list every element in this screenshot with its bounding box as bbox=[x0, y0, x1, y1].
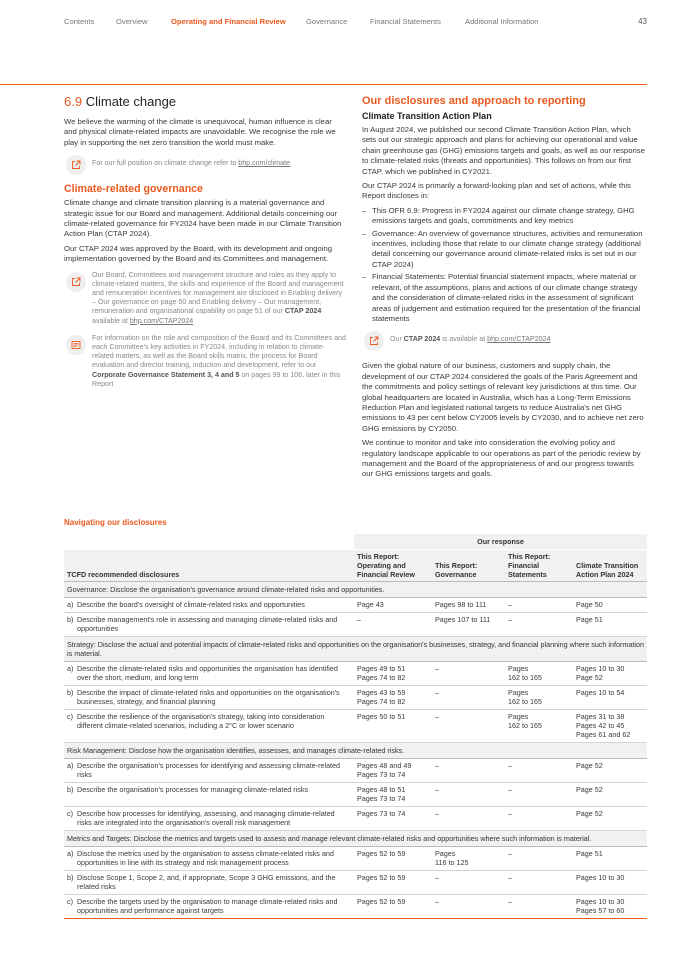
ofr-cell: Pages 48 and 49 Pages 73 to 74 bbox=[354, 759, 432, 783]
ctap-cell: Page 52 bbox=[573, 783, 647, 807]
table-row bbox=[64, 598, 647, 613]
financial-cell: – bbox=[505, 598, 573, 613]
governance-cell: – bbox=[432, 686, 505, 710]
section-title: Governance: Disclose the organisation's governance around climate-related risks and opportunities. bbox=[64, 582, 647, 598]
document-icon bbox=[66, 335, 86, 355]
section-row bbox=[64, 582, 647, 598]
nav-financial-statements[interactable]: Financial Statements bbox=[370, 17, 441, 26]
global-nature-paragraph: Given the global nature of our business, customers and supply chain, the development of our CTAP 2024 considered the goals of the Paris Agreement and the commitments and policy settings of relevant key jurisdictions at this time. Our global headquarters are located in Australia, which has a Long-Term Emissions Reduction Plan and legislated national targets to reduce Australia's net GHG emissions to 43 per cent below CY2005 levels by CY2030, and to achieve net zero GHG emissions by CY2050. bbox=[362, 361, 644, 433]
intro-paragraph: We believe the warming of the climate is unequivocal, human influence is clear and physical climate-related impacts are unavoidable. We recognise the role we play in supporting the net zero transition the world must make. bbox=[64, 117, 336, 147]
governance-cell: – bbox=[432, 895, 505, 919]
col-header-ctap: Climate Transition Action Plan 2024 bbox=[573, 550, 647, 582]
ctap-cell: Page 52 bbox=[573, 807, 647, 831]
external-link-icon bbox=[66, 155, 86, 175]
disclosure-label: b) bbox=[67, 785, 74, 794]
disclosure-label: a) bbox=[67, 600, 74, 609]
disclosure-cell bbox=[64, 759, 354, 783]
governance-cell: Pages 107 to 111 bbox=[432, 613, 505, 637]
nav-overview[interactable]: Overview bbox=[116, 17, 148, 26]
disclosure-label: b) bbox=[67, 688, 74, 697]
table-row bbox=[64, 783, 647, 807]
ofr-cell: Pages 50 to 51 bbox=[354, 710, 432, 743]
ctap-reference bbox=[364, 330, 647, 351]
ofr-cell: Pages 49 to 51 Pages 74 to 82 bbox=[354, 662, 432, 686]
governance-cell: – bbox=[432, 759, 505, 783]
governance-paragraph-2: Our CTAP 2024 was approved by the Board, with its development and ongoing implementation governed by the Board and its Committees and management. bbox=[64, 243, 333, 264]
table-row bbox=[64, 847, 647, 871]
table-row bbox=[64, 807, 647, 831]
section-row bbox=[64, 743, 647, 759]
ofr-cell: Pages 43 to 59 Pages 74 to 82 bbox=[354, 686, 432, 710]
disclosure-cell bbox=[64, 613, 354, 637]
governance-paragraph-1: Climate change and climate transition planning is a material governance and strategic issue for our Board and management. Additional details concerning our climate-related governance for FY2024 have been made in our Climate Transition Action Plan (CTAP 2024). bbox=[64, 198, 342, 239]
external-link-icon bbox=[364, 331, 384, 351]
ctap-paragraph-1: In August 2024, we published our second Climate Transition Action Plan, which sets out our strategic approach and plans for achieving our operational and value chain greenhouse gas (GHG) emissions targets and goals, as well as our response to climate-related risks (threats and opportunities). This follows on from our first CTAP, which we published in CY2021. bbox=[362, 125, 645, 176]
ofr-cell: Pages 73 to 74 bbox=[354, 807, 432, 831]
disclosure-label: a) bbox=[67, 849, 74, 858]
disclosure-text: Disclose Scope 1, Scope 2, and, if appropriate, Scope 3 GHG emissions, and the related risks bbox=[77, 873, 336, 891]
section-title: Metrics and Targets: Disclose the metrics and targets used to assess and manage relevant climate-related risks and opportunities where such information is material. bbox=[64, 831, 647, 847]
col-header-tcfd: TCFD recommended disclosures bbox=[64, 550, 354, 582]
disclosure-text: Describe how processes for identifying, assessing, and managing climate-related risks are integrated into the organisation's overall risk management bbox=[77, 809, 335, 827]
disclosure-cell bbox=[64, 783, 354, 807]
financial-cell: – bbox=[505, 807, 573, 831]
governance-cell: Pages 116 to 125 bbox=[432, 847, 505, 871]
ctap-link[interactable]: bhp.com/CTAP2024 bbox=[487, 335, 551, 344]
response-header: Our response bbox=[354, 534, 647, 550]
header-divider bbox=[0, 84, 647, 85]
disclosure-label: a) bbox=[67, 664, 74, 673]
disclosure-text: Describe the climate-related risks and opportunities the organisation has identified over the short, medium, and long term bbox=[77, 664, 338, 682]
financial-cell: – bbox=[505, 783, 573, 807]
ref3-text: For information on the role and composition of the Board and its Committees and each Committee's key activities in FY2024, including in relation to climate-related matters, as well as the Board skills matrix, the process for Board evaluation and director training, induction and development, refer to our bbox=[92, 333, 346, 370]
tcfd-table bbox=[64, 534, 647, 919]
financial-cell: Pages 162 to 165 bbox=[505, 710, 573, 743]
list-item: – Governance: An overview of governance structures, activities and remuneration incentives, including those that relate to our climate change strategy (additional detail concerning our governance around climate-related risks is set out in our CTAP 2024) bbox=[362, 229, 647, 271]
disclosure-cell bbox=[64, 871, 354, 895]
disclosure-text: Describe management's role in assessing and managing climate-related risks and opportunities bbox=[77, 615, 338, 633]
ofr-cell: Pages 48 to 51 Pages 73 to 74 bbox=[354, 783, 432, 807]
section-number: 6.9 bbox=[64, 94, 83, 109]
col-header-financial: This Report: Financial Statements bbox=[505, 550, 573, 582]
right-column bbox=[362, 94, 647, 484]
disclosure-label: c) bbox=[67, 712, 73, 721]
col-header-governance: This Report: Governance bbox=[432, 550, 505, 582]
disclosure-text: Describe the targets used by the organisation to manage climate-related risks and opportunities and performance against targets bbox=[77, 897, 338, 915]
nav-governance[interactable]: Governance bbox=[306, 17, 348, 26]
nav-contents[interactable]: Contents bbox=[64, 17, 95, 26]
financial-cell: – bbox=[505, 759, 573, 783]
left-column bbox=[64, 94, 346, 397]
financial-cell: Pages 162 to 165 bbox=[505, 686, 573, 710]
ofr-cell: Page 43 bbox=[354, 598, 432, 613]
ref2-text: Our Board, Committees and management structure and roles as they apply to climate-related matters, the skills and experience of the Board and management and remuneration incentives for management are disclosed in Enabling delivery – Our governance on page 50 and Enabling delivery – Our management, remuneration and organisational capability on page 51 of our bbox=[92, 270, 344, 316]
list-item: – This OFR 6.9: Progress in FY2024 against our climate change strategy, GHG emissions targets and goals, commitments and key metrics bbox=[362, 206, 647, 227]
ofr-cell: Pages 52 to 59 bbox=[354, 847, 432, 871]
ref1-text: For our full position on climate change refer to bbox=[92, 159, 239, 168]
ctap-cell: Pages 10 to 30 Pages 57 to 60 bbox=[573, 895, 647, 919]
ctap-cell: Pages 10 to 54 bbox=[573, 686, 647, 710]
table-body bbox=[64, 582, 647, 919]
ctap-cell: Page 51 bbox=[573, 847, 647, 871]
financial-cell: – bbox=[505, 847, 573, 871]
page-number: 43 bbox=[638, 17, 647, 26]
nav-additional-information[interactable]: Additional Information bbox=[465, 17, 539, 26]
governance-heading: Climate-related governance bbox=[64, 183, 203, 196]
ref2-after: available at bbox=[92, 316, 130, 325]
disclosure-text: Describe the board's oversight of climate-related risks and opportunities bbox=[77, 600, 305, 609]
ref3-bold: Corporate Governance Statement 3, 4 and 5 bbox=[92, 370, 240, 379]
disclosure-list bbox=[362, 206, 647, 324]
disclosure-text: Describe the organisation's processes for managing climate-related risks bbox=[77, 785, 309, 794]
disclosures-heading: Our disclosures and approach to reporting bbox=[362, 95, 586, 107]
table-row bbox=[64, 895, 647, 919]
financial-cell: – bbox=[505, 613, 573, 637]
ofr-cell: Pages 52 to 59 bbox=[354, 895, 432, 919]
ctap-link[interactable]: bhp.com/CTAP2024 bbox=[129, 316, 194, 325]
ctap-cell: Page 50 bbox=[573, 598, 647, 613]
table-row bbox=[64, 710, 647, 743]
top-navigation bbox=[64, 17, 647, 29]
disclosure-cell bbox=[64, 895, 354, 919]
disclosure-cell bbox=[64, 847, 354, 871]
disclosure-label: c) bbox=[67, 809, 73, 818]
disclosure-cell bbox=[64, 662, 354, 686]
board-structure-reference bbox=[66, 271, 346, 326]
disclosure-label: b) bbox=[67, 615, 74, 624]
ctap-paragraph-2: Our CTAP 2024 is primarily a forward-looking plan and set of actions, while this Report discloses in: bbox=[362, 181, 631, 201]
table-row bbox=[64, 613, 647, 637]
section-title-text: Climate change bbox=[85, 94, 177, 109]
ref2-bold: CTAP 2024 bbox=[284, 307, 322, 316]
section-row bbox=[64, 637, 647, 662]
nav-operating-financial-review[interactable]: Operating and Financial Review bbox=[171, 17, 286, 26]
monitoring-paragraph: We continue to monitor and take into consideration the evolving policy and regulatory landscape applicable to our operations as part of the periodic review by management and the Board of the appropriateness of and our progress towards our GHG emissions targets and goals. bbox=[362, 438, 641, 479]
climate-link[interactable]: bhp.com/climate bbox=[238, 159, 290, 168]
ctap-cell: Pages 10 to 30 Page 52 bbox=[573, 662, 647, 686]
governance-cell: – bbox=[432, 783, 505, 807]
ctap-cell: Page 52 bbox=[573, 759, 647, 783]
list-item: – Financial Statements: Potential financial statement impacts, where material or relevant, of the assumptions, plans and actions of our climate change strategy and the consideration of climate-related risks in the assessment of significant areas of judgement and estimation required for the presentation of the financial statements bbox=[362, 272, 647, 324]
ofr-cell: Pages 52 to 59 bbox=[354, 871, 432, 895]
ctap-cell: Page 51 bbox=[573, 613, 647, 637]
disclosure-text: Disclose the metrics used by the organisation to assess climate-related risks and opportunities in line with its strategy and risk management process bbox=[77, 849, 334, 867]
corporate-governance-reference bbox=[66, 334, 346, 389]
table-row bbox=[64, 686, 647, 710]
response-header-row bbox=[64, 534, 647, 550]
ofr-cell: – bbox=[354, 613, 432, 637]
governance-cell: – bbox=[432, 710, 505, 743]
disclosure-label: c) bbox=[67, 897, 73, 906]
section-title: Risk Management: Disclose how the organisation identifies, assesses, and manages climate-related risks. bbox=[64, 743, 647, 759]
governance-cell: – bbox=[432, 871, 505, 895]
ref-bold: CTAP 2024 bbox=[403, 335, 441, 344]
financial-cell: – bbox=[505, 895, 573, 919]
external-link-icon bbox=[66, 272, 86, 292]
disclosure-text: Describe the resilience of the organisation's strategy, taking into consideration different climate-related scenarios, including a 2°C or lower scenario bbox=[77, 712, 325, 730]
section-title: Strategy: Disclose the actual and potential impacts of climate-related risks and opportunities on the organisation's businesses, strategy, and financial planning where such information is material. bbox=[64, 637, 647, 662]
governance-cell: Pages 98 to 111 bbox=[432, 598, 505, 613]
table-row bbox=[64, 871, 647, 895]
column-header-row bbox=[64, 550, 647, 582]
ctap-subheading: Climate Transition Action Plan bbox=[362, 111, 492, 121]
disclosure-label: b) bbox=[67, 873, 74, 882]
governance-cell: – bbox=[432, 807, 505, 831]
disclosure-text: Describe the impact of climate-related risks and opportunities on the organisation's businesses, strategy, and financial planning bbox=[77, 688, 340, 706]
table-row bbox=[64, 662, 647, 686]
disclosure-cell bbox=[64, 686, 354, 710]
disclosure-cell bbox=[64, 710, 354, 743]
disclosure-label: a) bbox=[67, 761, 74, 770]
financial-cell: – bbox=[505, 871, 573, 895]
col-header-ofr: This Report: Operating and Financial Review bbox=[354, 550, 432, 582]
disclosure-cell bbox=[64, 807, 354, 831]
table-title: Navigating our disclosures bbox=[64, 518, 167, 527]
ref-mid: is available at bbox=[440, 335, 488, 344]
ref3-after: on pages 99 to 106, later in this Report bbox=[92, 370, 341, 388]
ctap-cell: Pages 10 to 30 bbox=[573, 871, 647, 895]
ctap-cell: Pages 31 to 38 Pages 42 to 45 Pages 61 and 62 bbox=[573, 710, 647, 743]
disclosure-cell bbox=[64, 598, 354, 613]
financial-cell: Pages 162 to 165 bbox=[505, 662, 573, 686]
table-row bbox=[64, 759, 647, 783]
ref-pre: Our bbox=[390, 335, 404, 344]
section-title bbox=[64, 94, 346, 110]
section-row bbox=[64, 831, 647, 847]
disclosure-text: Describe the organisation's processes for identifying and assessing climate-related risks bbox=[77, 761, 341, 779]
governance-cell: – bbox=[432, 662, 505, 686]
climate-reference bbox=[66, 154, 346, 175]
